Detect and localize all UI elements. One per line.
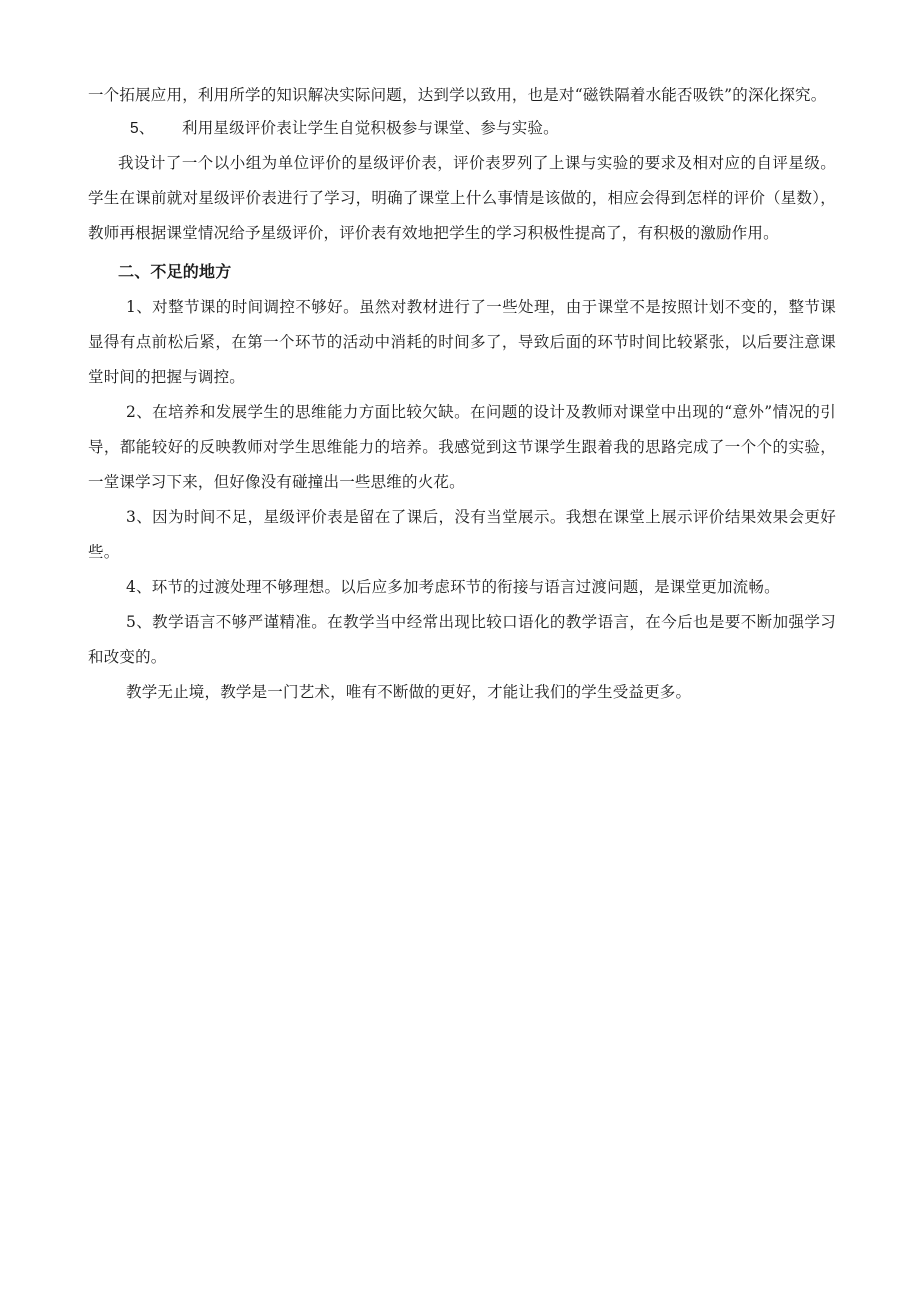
item-5-line (88, 111, 836, 146)
item-5-detail-paragraph: 我设计了一个以小组为单位评价的星级评价表，评价表罗列了上课与实验的要求及相对应的自评星级。学生在课前就对星级评价表进行了学习，明确了课堂上什么事情是该做的，相应会得到怎样的评价（星数），教师再根据课堂情况给予星级评价，评价表有效地把学生的学习积极性提高了，有积极的激励作用。 (88, 154, 836, 242)
shortcoming-paragraph-3: 3、因为时间不足，星级评价表是留在了课后，没有当堂展示。我想在课堂上展示评价结果效果会更好些。 (88, 508, 836, 561)
shortcoming-paragraph-5: 5、教学语言不够严谨精准。在教学当中经常出现比较口语化的教学语言，在今后也是要不断加强学习和改变的。 (88, 613, 836, 666)
item-5-number: 5、 (130, 120, 155, 137)
conclusion-paragraph: 教学无止境，教学是一门艺术，唯有不断做的更好，才能让我们的学生受益更多。 (126, 683, 692, 701)
shortcoming-paragraph-4: 4、环节的过渡处理不够理想。以后应多加考虑环节的衔接与语言过渡问题，是课堂更加流畅。 (126, 578, 780, 596)
document-body (88, 80, 836, 710)
item-5-text: 利用星级评价表让学生自觉积极参与课堂、参与实验。 (182, 119, 559, 137)
continuation-paragraph: 一个拓展应用，利用所学的知识解决实际问题，达到学以致用，也是对“磁铁隔着水能否吸铁”的深化探究。 (88, 86, 827, 104)
shortcoming-paragraph-2: 2、在培养和发展学生的思维能力方面比较欠缺。在问题的设计及教师对课堂中出现的“意外”情况的引导，都能较好的反映教师对学生思维能力的培养。我感觉到这节课学生跟着我的思路完成了一个个的实验，一堂课学习下来，但好像没有碰撞出一些思维的火花。 (88, 403, 836, 491)
shortcoming-paragraph-1: 1、对整节课的时间调控不够好。虽然对教材进行了一些处理，由于课堂不是按照计划不变的，整节课显得有点前松后紧，在第一个环节的活动中消耗的时间多了，导致后面的环节时间比较紧张，以后要注意课堂时间的把握与调控。 (88, 298, 836, 386)
section-heading-shortcomings: 二、不足的地方 (118, 264, 232, 281)
